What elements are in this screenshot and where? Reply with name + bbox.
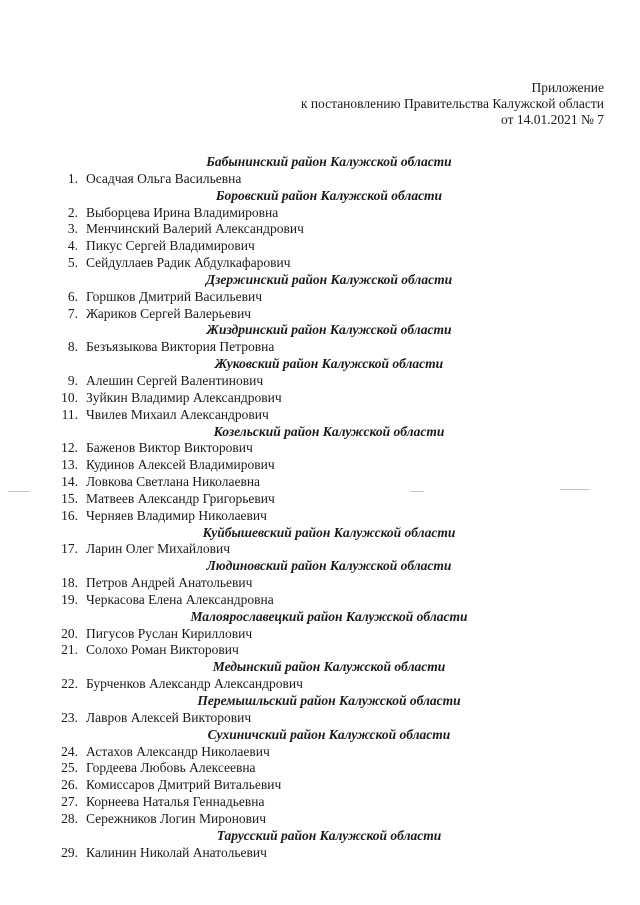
person-name: Черкасова Елена Александровна bbox=[86, 591, 274, 607]
list-item bbox=[0, 710, 640, 727]
item-number: 28. bbox=[61, 810, 78, 826]
item-number: 19. bbox=[61, 591, 78, 607]
district-heading: Тарусский район Калужской области bbox=[216, 827, 442, 843]
person-name: Ловкова Светлана Николаевна bbox=[86, 474, 261, 490]
list-item bbox=[0, 845, 640, 862]
list-item bbox=[0, 626, 640, 643]
list-item bbox=[0, 777, 640, 794]
item-number: 29. bbox=[61, 844, 78, 860]
list-item bbox=[0, 642, 640, 659]
person-name: Петров Андрей Анатольевич bbox=[86, 575, 253, 591]
list-item bbox=[0, 474, 640, 491]
item-number: 21. bbox=[61, 642, 78, 658]
person-name: Гордеева Любовь Алексеевна bbox=[86, 760, 256, 776]
list-item bbox=[0, 508, 640, 525]
district-heading: Бабынинский район Калужской области bbox=[206, 154, 452, 169]
district-heading: Дзержинский район Калужской области bbox=[205, 271, 453, 287]
item-number: 25. bbox=[61, 760, 78, 776]
item-number: 12. bbox=[61, 440, 78, 456]
district-heading: Медынский район Калужской области bbox=[212, 659, 446, 675]
district-heading: Козельский район Калужской области bbox=[213, 423, 445, 439]
district-heading: Малоярославецкий район Калужской области bbox=[190, 608, 468, 624]
person-name: Чвилев Михаил Александрович bbox=[86, 406, 269, 422]
item-number: 17. bbox=[61, 541, 78, 557]
item-number: 27. bbox=[61, 794, 78, 810]
item-number: 5. bbox=[67, 255, 78, 271]
item-number: 13. bbox=[61, 457, 78, 473]
person-name: Лавров Алексей Викторович bbox=[86, 709, 252, 725]
person-name: Пикус Сергей Владимирович bbox=[86, 238, 255, 254]
list-item bbox=[0, 491, 640, 508]
district-heading: Перемышльский район Калужской области bbox=[197, 693, 461, 708]
person-name: Комиссаров Дмитрий Витальевич bbox=[86, 777, 282, 793]
list-item bbox=[0, 457, 640, 474]
item-number: 3. bbox=[67, 221, 78, 237]
list-item bbox=[0, 373, 640, 390]
person-name: Астахов Александр Николаевич bbox=[86, 743, 270, 759]
list-item bbox=[0, 676, 640, 693]
list-item bbox=[0, 238, 640, 255]
list-item bbox=[0, 811, 640, 828]
list-item bbox=[0, 339, 640, 356]
person-name: Баженов Виктор Викторович bbox=[86, 440, 253, 456]
resolution-reference: к постановлению Правительства Калужской области bbox=[300, 96, 604, 111]
district-heading: Людиновский район Калужской области bbox=[206, 558, 452, 574]
district-heading: Куйбышевский район Калужской области bbox=[202, 524, 456, 540]
item-number: 4. bbox=[67, 238, 78, 254]
person-name: Калинин Николай Анатольевич bbox=[86, 844, 267, 860]
person-name: Менчинский Валерий Александрович bbox=[86, 221, 304, 237]
list-item bbox=[0, 592, 640, 609]
item-number: 26. bbox=[61, 777, 78, 793]
list-item bbox=[0, 221, 640, 238]
person-name: Черняев Владимир Николаевич bbox=[86, 507, 267, 523]
resolution-date-number: от 14.01.2021 № 7 bbox=[501, 112, 604, 127]
item-number: 15. bbox=[61, 490, 78, 506]
person-name: Ларин Олег Михайлович bbox=[86, 541, 231, 557]
scan-mark bbox=[8, 491, 30, 492]
list-item bbox=[0, 575, 640, 592]
item-number: 20. bbox=[61, 625, 78, 641]
district-heading: Жуковский район Калужской области bbox=[214, 356, 444, 372]
scan-mark bbox=[410, 491, 424, 492]
item-number: 8. bbox=[67, 339, 78, 355]
list-item bbox=[0, 541, 640, 558]
item-number: 6. bbox=[67, 288, 78, 304]
person-name: Сережников Логин Миронович bbox=[86, 810, 267, 826]
district-heading: Боровский район Калужской области bbox=[215, 187, 443, 203]
item-number: 1. bbox=[67, 170, 78, 186]
scan-mark bbox=[560, 489, 590, 490]
person-name: Осадчая Ольга Васильевна bbox=[86, 170, 242, 186]
person-name: Пигусов Руслан Кириллович bbox=[86, 625, 253, 641]
item-number: 14. bbox=[61, 474, 78, 490]
list-item bbox=[0, 794, 640, 811]
person-name: Горшков Дмитрий Васильевич bbox=[86, 288, 262, 304]
person-name: Зуйкин Владимир Александрович bbox=[86, 389, 282, 405]
list-item bbox=[0, 390, 640, 407]
list-item bbox=[0, 440, 640, 457]
district-list bbox=[0, 154, 640, 861]
item-number: 23. bbox=[61, 709, 78, 725]
person-name: Кудинов Алексей Владимирович bbox=[86, 457, 275, 473]
item-number: 7. bbox=[67, 305, 78, 321]
list-item bbox=[0, 760, 640, 777]
person-name: Жариков Сергей Валерьевич bbox=[86, 305, 252, 321]
list-item bbox=[0, 306, 640, 323]
list-item bbox=[0, 289, 640, 306]
list-item bbox=[0, 407, 640, 424]
document-header bbox=[301, 80, 604, 128]
item-number: 10. bbox=[61, 389, 78, 405]
person-name: Выборцева Ирина Владимировна bbox=[86, 204, 279, 220]
item-number: 16. bbox=[61, 507, 78, 523]
list-item bbox=[0, 255, 640, 272]
district-heading: Сухиничский район Калужской области bbox=[207, 726, 451, 742]
list-item bbox=[0, 744, 640, 761]
person-name: Алешин Сергей Валентинович bbox=[86, 372, 264, 388]
appendix-label: Приложение bbox=[531, 80, 604, 95]
person-name: Бурченков Александр Александрович bbox=[86, 676, 303, 692]
item-number: 11. bbox=[61, 406, 78, 422]
list-item bbox=[0, 205, 640, 222]
person-name: Сейдуллаев Радик Абдулкафарович bbox=[86, 255, 291, 271]
item-number: 22. bbox=[61, 676, 78, 692]
district-heading: Жиздринский район Калужской области bbox=[206, 322, 452, 338]
list-item bbox=[0, 171, 640, 188]
item-number: 18. bbox=[61, 575, 78, 591]
person-name: Безъязыкова Виктория Петровна bbox=[86, 339, 275, 355]
person-name: Матвеев Александр Григорьевич bbox=[86, 490, 275, 506]
item-number: 2. bbox=[67, 204, 78, 220]
person-name: Корнеева Наталья Геннадьевна bbox=[86, 794, 265, 810]
person-name: Солохо Роман Викторович bbox=[86, 642, 239, 658]
item-number: 9. bbox=[67, 372, 78, 388]
item-number: 24. bbox=[61, 743, 78, 759]
